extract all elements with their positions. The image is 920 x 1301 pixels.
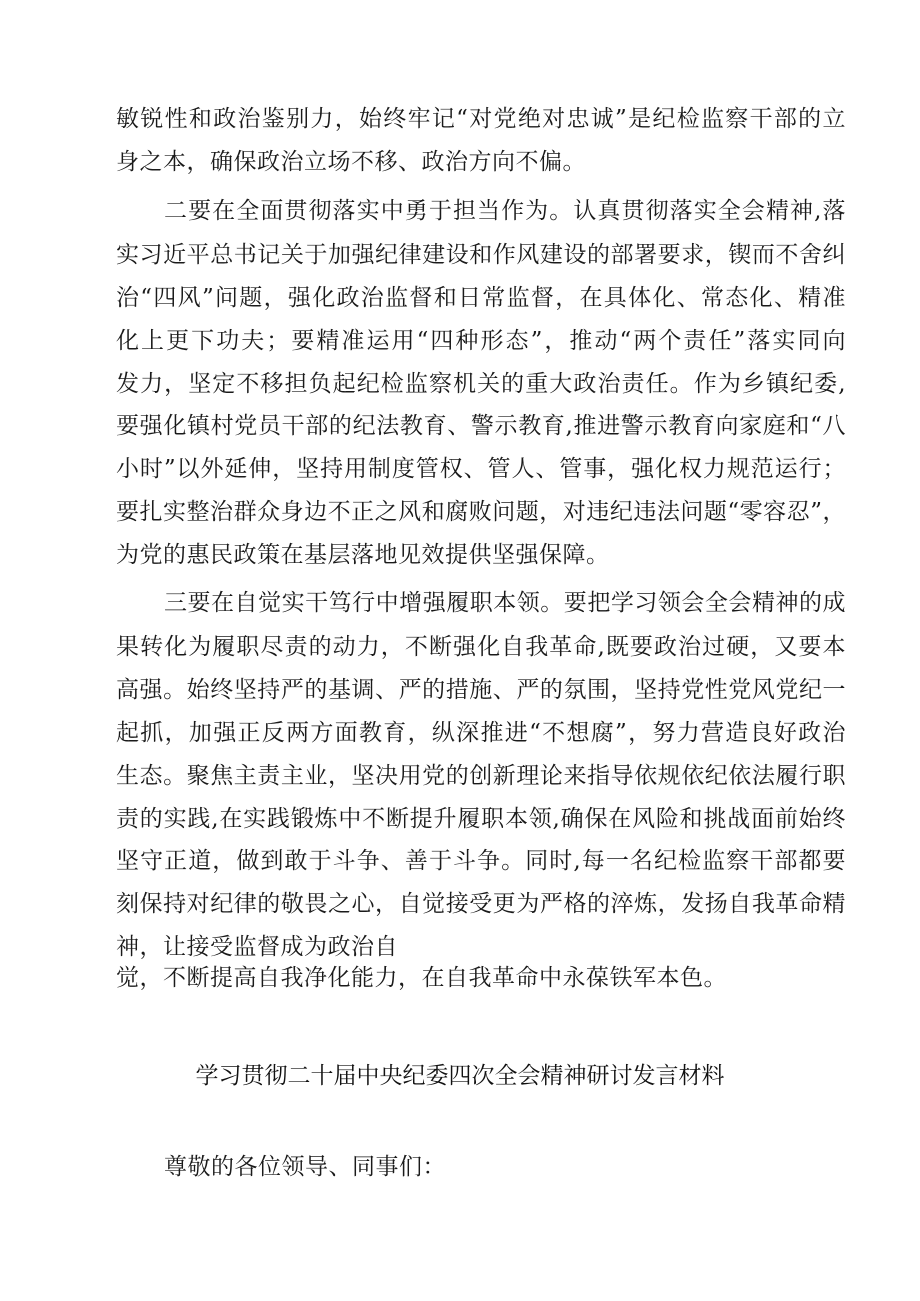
section-title: 学习贯彻二十届中央纪委四次全会精神研讨发言材料 <box>195 1063 725 1089</box>
paragraph-line: 坚守正道，做到敢于斗争、善于斗争。同时,每一名纪检监察干部都要 <box>116 848 846 874</box>
paragraph-line: 小时”以外延伸，坚持用制度管权、管人、管事，强化权力规范运行； <box>116 456 846 482</box>
paragraph-line: 神，让接受监督成为政治自 <box>116 934 398 960</box>
paragraph-line: 果转化为履职尽责的动力，不断强化自我革命,既要政治过硬，又要本 <box>116 634 846 660</box>
paragraph-line: 高强。始终坚持严的基调、严的措施、严的氛围，坚持党性党风党纪一 <box>116 677 846 703</box>
paragraph-line: 发力，坚定不移担负起纪检监察机关的重大政治责任。作为乡镇纪委, <box>116 371 846 397</box>
paragraph-line: 生态。聚焦主责主业，坚决用党的创新理论来指导依规依纪依法履行职 <box>116 763 846 789</box>
paragraph-line: 觉，不断提高自我净化能力，在自我革命中永葆铁军本色。 <box>116 965 727 991</box>
paragraph-line: 二要在全面贯彻落实中勇于担当作为。认真贯彻落实全会精神,落 <box>164 198 846 224</box>
paragraph-line: 起抓，加强正反两方面教育，纵深推进“不想腐”，努力营造良好政治 <box>116 720 846 746</box>
paragraph-line: 为党的惠民政策在基层落地见效提供坚强保障。 <box>116 542 610 568</box>
paragraph-line: 刻保持对纪律的敬畏之心，自觉接受更为严格的淬炼，发扬自我革命精 <box>116 891 846 917</box>
paragraph-line: 三要在自觉实干笃行中增强履职本领。要把学习领会全会精神的成 <box>164 590 846 616</box>
salutation: 尊敬的各位领导、同事们： <box>164 1154 446 1180</box>
paragraph-line: 要扎实整治群众身边不正之风和腐败问题，对违纪违法问题“零容忍”， <box>116 499 846 525</box>
paragraph-line: 身之本，确保政治立场不移、政治方向不偏。 <box>116 149 586 175</box>
paragraph-line: 要强化镇村党员干部的纪法教育、警示教育,推进警示教育向家庭和“八 <box>116 413 846 439</box>
paragraph-line: 实习近平总书记关于加强纪律建设和作风建设的部署要求，锲而不舍纠 <box>116 242 846 268</box>
paragraph-line: 责的实践,在实践锻炼中不断提升履职本领,确保在风险和挑战面前始终 <box>116 806 846 832</box>
paragraph-line: 治“四风”问题，强化政治监督和日常监督，在具体化、常态化、精准 <box>116 285 846 311</box>
paragraph-line: 化上更下功夫；要精准运用“四种形态”，推动“两个责任”落实同向 <box>116 328 846 354</box>
paragraph-line: 敏锐性和政治鉴别力，始终牢记“对党绝对忠诚”是纪检监察干部的立 <box>116 106 846 132</box>
